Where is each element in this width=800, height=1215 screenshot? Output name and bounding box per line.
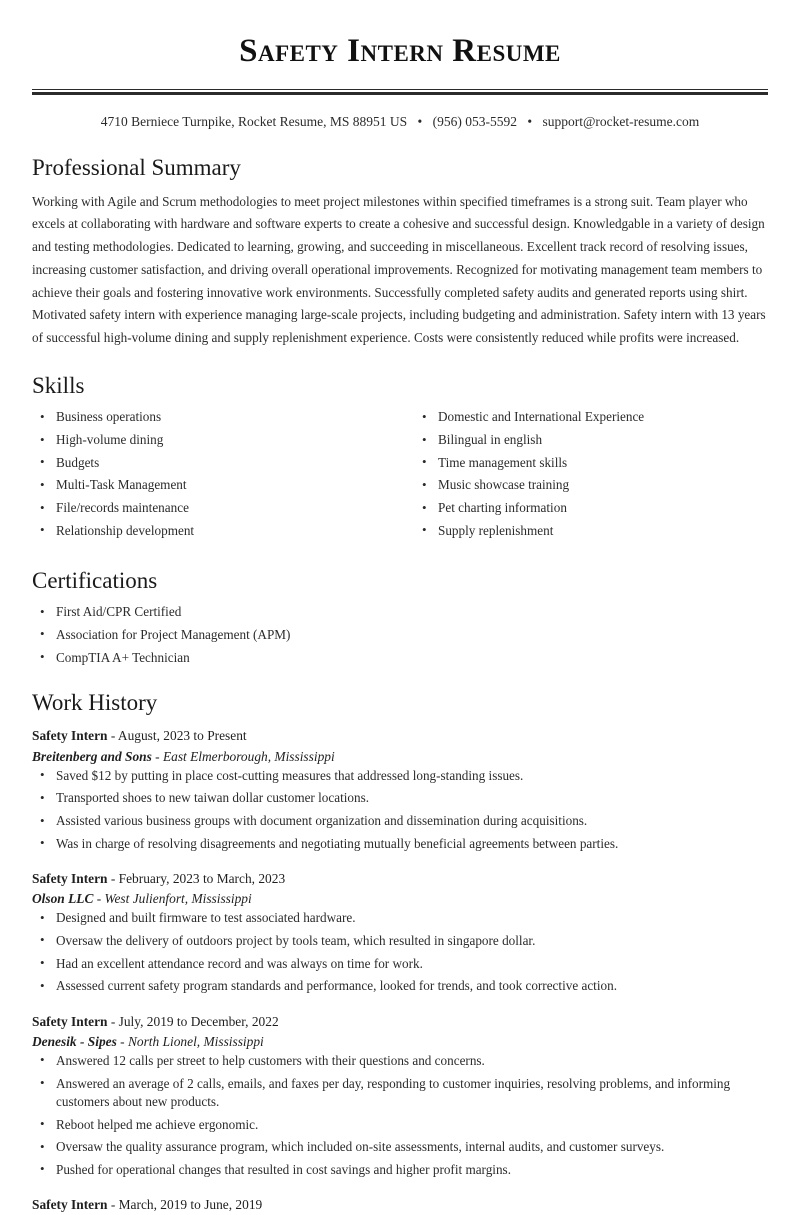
header-divider bbox=[32, 89, 768, 95]
page-title: Safety Intern Resume bbox=[239, 33, 561, 69]
skill-item: • Pet charting information bbox=[414, 499, 768, 517]
skill-item: • Supply replenishment bbox=[414, 522, 768, 540]
skills-list-left bbox=[32, 408, 400, 540]
skills-columns bbox=[32, 408, 768, 544]
job-company: Denesik - Sipes bbox=[32, 1033, 117, 1049]
contact-line bbox=[32, 113, 768, 132]
job-bullet-item: • Assisted various business groups with document organization and dissemination during acquisitions. bbox=[32, 812, 768, 830]
job-location: - North Lionel, Mississippi bbox=[116, 1033, 264, 1049]
job-title-line bbox=[32, 726, 768, 746]
job-bullet-item: • Designed and built firmware to test associated hardware. bbox=[32, 909, 768, 927]
skill-item: • Time management skills bbox=[414, 454, 768, 472]
summary-text: Working with Agile and Scrum methodologies to meet project milestones within specified timeframes is a strong suit. Team player who excels at collaborating with hardware and software experts to create a cohesive and successful design. Knowledgable in a variety of design and testing methodologies. Dedicated to learning, growing, and succeeding in miscellaneous. Excellent track record of resolving issues, increasing customer satisfaction, and driving overall operational improvements. Recognized for motivating management team members to achieve their goals and fostering innovative work environments. Successfully completed safety audits and generated reports using shirt. Motivated safety intern with experience managing large-scale projects, including budgeting and administration. Safety intern with 13 years of successful high-volume dining and supply replenishment experience. Costs were consistently reduced while profits were increased. bbox=[32, 193, 766, 345]
job-bullet-item: • Reboot helped me achieve ergonomic. bbox=[32, 1116, 768, 1134]
skill-item: • Relationship development bbox=[32, 522, 400, 540]
job-dates: - July, 2019 to December, 2022 bbox=[107, 1013, 279, 1029]
section-heading-skills: Skills bbox=[32, 372, 85, 398]
certification-item: • Association for Project Management (APM) bbox=[32, 626, 768, 644]
job-dates: - March, 2019 to June, 2019 bbox=[107, 1197, 263, 1213]
section-heading-work-history: Work History bbox=[32, 689, 158, 715]
contact-separator: • bbox=[527, 114, 533, 130]
work-history-entry bbox=[32, 1195, 768, 1215]
skill-item: • Budgets bbox=[32, 454, 400, 472]
job-title-line bbox=[32, 869, 768, 889]
job-company-line bbox=[32, 747, 768, 767]
section-heading-certifications: Certifications bbox=[32, 567, 158, 593]
job-role: Safety Intern bbox=[32, 1013, 108, 1029]
job-title-line bbox=[32, 1012, 768, 1032]
divider-line-thin bbox=[32, 89, 768, 90]
job-bullet-item: • Answered 12 calls per street to help customers with their questions and concerns. bbox=[32, 1052, 768, 1070]
work-history-list bbox=[32, 726, 768, 1215]
job-company: Breitenberg and Sons bbox=[32, 748, 152, 764]
certification-item: • CompTIA A+ Technician bbox=[32, 649, 768, 667]
work-history-entry bbox=[32, 869, 768, 996]
job-company: Olson LLC bbox=[32, 891, 94, 907]
job-role: Safety Intern bbox=[32, 1197, 108, 1213]
section-professional-summary bbox=[32, 154, 768, 350]
job-bullet-item: • Had an excellent attendance record and was always on time for work. bbox=[32, 955, 768, 973]
contact-address: 4710 Berniece Turnpike, Rocket Resume, MS 88951 US bbox=[100, 114, 408, 130]
job-bullet-list bbox=[32, 767, 768, 853]
job-company-line bbox=[32, 1032, 768, 1052]
certification-item: • First Aid/CPR Certified bbox=[32, 603, 768, 621]
job-bullet-item: • Oversaw the delivery of outdoors project by tools team, which resulted in singapore dollar. bbox=[32, 932, 768, 950]
job-bullet-item: • Answered an average of 2 calls, emails, and faxes per day, responding to customer inquiries, resolving problems, and informing customers about new products. bbox=[32, 1075, 768, 1111]
section-work-history bbox=[32, 689, 768, 1215]
job-role: Safety Intern bbox=[32, 871, 108, 887]
job-company-line bbox=[32, 889, 768, 909]
skill-item: • High-volume dining bbox=[32, 431, 400, 449]
job-bullet-item: • Was in charge of resolving disagreements and negotiating mutually beneficial agreements between parties. bbox=[32, 835, 768, 853]
contact-phone: (956) 053-5592 bbox=[432, 114, 517, 130]
skill-item: • Domestic and International Experience bbox=[414, 408, 768, 426]
skill-item: • Music showcase training bbox=[414, 476, 768, 494]
section-heading-summary: Professional Summary bbox=[32, 155, 241, 181]
skill-item: • Business operations bbox=[32, 408, 400, 426]
job-location: - East Elmerborough, Mississippi bbox=[151, 748, 335, 764]
skills-column-left bbox=[32, 408, 400, 544]
job-bullet-item: • Saved $12 by putting in place cost-cutting measures that addressed long-standing issues. bbox=[32, 767, 768, 785]
skill-item: • File/records maintenance bbox=[32, 499, 400, 517]
contact-separator: • bbox=[417, 114, 423, 130]
job-bullet-item: • Pushed for operational changes that resulted in cost savings and higher profit margins. bbox=[32, 1161, 768, 1179]
job-dates: - February, 2023 to March, 2023 bbox=[107, 871, 286, 887]
job-location: - West Julienfort, Mississippi bbox=[93, 891, 252, 907]
job-bullet-item: • Transported shoes to new taiwan dollar customer locations. bbox=[32, 789, 768, 807]
skill-item: • Multi-Task Management bbox=[32, 476, 400, 494]
job-dates: - August, 2023 to Present bbox=[107, 728, 247, 744]
skill-item: • Bilingual in english bbox=[414, 431, 768, 449]
job-bullet-list bbox=[32, 1052, 768, 1179]
job-bullet-item: • Oversaw the quality assurance program, which included on-site assessments, internal audits, and customer surveys. bbox=[32, 1138, 768, 1156]
job-role: Safety Intern bbox=[32, 728, 108, 744]
divider-line-thick bbox=[32, 92, 768, 95]
contact-email: support@rocket-resume.com bbox=[542, 114, 700, 130]
section-certifications bbox=[32, 567, 768, 667]
job-bullet-list bbox=[32, 909, 768, 995]
skills-column-right bbox=[400, 408, 768, 544]
certifications-list bbox=[32, 603, 768, 667]
work-history-entry bbox=[32, 1012, 768, 1180]
job-bullet-item: • Assessed current safety program standards and performance, looked for trends, and took corrective action. bbox=[32, 977, 768, 995]
skills-list-right bbox=[414, 408, 768, 540]
job-title-line bbox=[32, 1195, 768, 1215]
section-skills bbox=[32, 372, 768, 545]
work-history-entry bbox=[32, 726, 768, 853]
